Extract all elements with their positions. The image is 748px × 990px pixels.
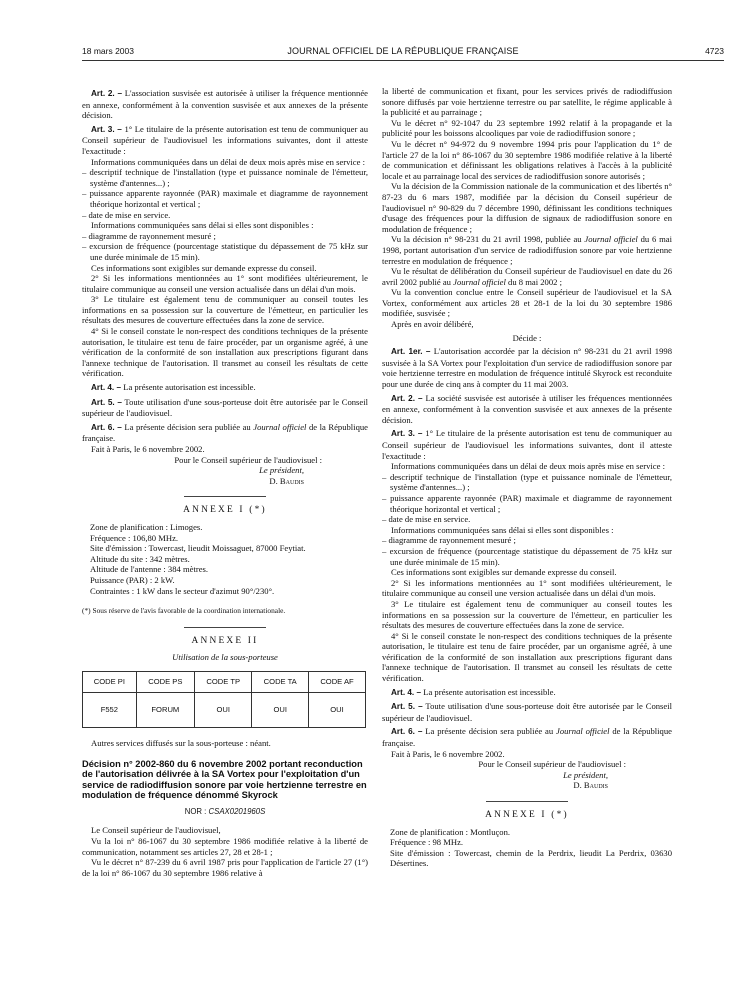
decision-title: Décision n° 2002-860 du 6 novembre 2002 portant reconduction de l'autorisation délivrée à la SA Vortex pour l'exploitation d'un service de radiodiffusion sonore par voie hertzienne terrestre en modulation de fréquence dénommé Skyrock — [82, 758, 367, 801]
visa-2-continued: la liberté de communication et fixant, pour les services privés de radiodiffusion sonore diffusés par voie hertzienne terrestre ou par satellite, le régime applicable à la publicité et au parrainage ; — [382, 86, 672, 118]
right-column — [382, 86, 672, 986]
annex-item: Altitude du site : 342 mètres. — [90, 553, 190, 564]
info-nodelay-item: – diagramme de rayonnement mesuré ; — [82, 230, 216, 241]
page-header — [82, 46, 724, 60]
annex-1-list — [82, 522, 368, 596]
paragraph-4: 4° Si le conseil constate le non-respect des conditions techniques de la présente autorisation, le titulaire est tenu de faire procéder, par un organisme agréé, à une vérification de la conformité de son installation aux prescriptions figurant dans l'annexe technique de l'autorisation. Il transmet au conseil les résultats de cette vérification. — [382, 630, 672, 684]
table-cell: FORUM — [136, 692, 194, 727]
nor-reference: NOR : CSAX0201960S — [184, 806, 266, 816]
article-4: Art. 4. – La présente autorisation est incessible. — [91, 382, 256, 393]
article-6: Art. 6. – La présente décision sera publiée au Journal officiel de la République française. — [82, 421, 368, 444]
visa-1: Vu la loi n° 86-1067 du 30 septembre 1986 modifiée relative à la liberté de communication, notamment ses articles 27, 28 et 28-1 ; — [82, 836, 368, 857]
fait-a-paris: Fait à Paris, le 6 novembre 2002. — [91, 444, 205, 454]
article-3: Art. 3. – 1° Le titulaire de la présente autorisation est tenu de communiquer au Conseil supérieur de l'audiovisuel les informations suivantes, dont il atteste l'exactitude : — [82, 123, 368, 156]
table-cell: OUI — [195, 692, 252, 727]
article-4: Art. 4. – La présente autorisation est incessible. — [391, 686, 556, 697]
table-header-cell: CODE AF — [308, 671, 365, 692]
annex-1-title: ANNEXE I (*) — [485, 810, 569, 820]
decide-heading: Décide : — [512, 332, 542, 343]
annex-item: Contraintes : 1 kW dans le secteur d'azimut 90°/230°. — [90, 585, 275, 596]
article-3: Art. 3. – 1° Le titulaire de la présente autorisation est tenu de communiquer au Conseil supérieur de l'audiovisuel les informations suivantes, dont il atteste l'exactitude : — [382, 428, 672, 461]
info-delay-item: – puissance apparente rayonnée (PAR) maximale et diagramme de rayonnement théorique horizontal et vertical ; — [382, 492, 672, 514]
header-date: 18 mars 2003 — [82, 46, 134, 56]
other-services: Autres services diffusés sur la sous-porteuse : néant. — [91, 737, 271, 748]
table-row — [83, 692, 366, 727]
article-5: Art. 5. – Toute utilisation d'une sous-porteuse doit être autorisée par le Conseil supérieur de l'audiovisuel. — [382, 701, 672, 723]
header-page-number: 4723 — [705, 46, 724, 56]
info-delay-item: – date de mise en service. — [382, 514, 471, 525]
info-delay-item: – descriptif technique de l'installation (type et puissance nominale de l'émetteur, système d'antennes...) ; — [82, 167, 368, 188]
paragraph-2: 2° Si les informations mentionnées au 1° sont modifiées ultérieurement, le titulaire communique au conseil une version actualisée dans un délai d'un mois. — [82, 273, 368, 294]
table-header-cell: CODE TA — [252, 671, 309, 692]
annex-item: Zone de planification : Montluçon. — [390, 826, 511, 837]
visa-5: Vu la décision de la Commission nationale de la communication et des libertés n° 87-23 du 6 mars 1987, modifiée par la décision du Conseil supérieur de l'audiovisuel n° 90-829 du 7 décembre 1990, définissant les conditions techniques d'usage des fréquences pour la diffusion de signaux de radiodiffusion sonore en modulation de fréquence ; — [382, 181, 672, 234]
annex-item: Site d'émission : Towercast, chemin de la Perdrix, lieudit La Perdrix, 03630 Désertines. — [390, 847, 672, 869]
annex-item: Site d'émission : Towercast, lieudit Moissaguet, 87000 Feytiat. — [90, 543, 306, 554]
paragraph-3: 3° Le titulaire est également tenu de communiquer au conseil toutes les informations en sa possession sur la couverture de l'émetteur, en particulier les résultats des mesures de couverture effectuées dans la zone de service. — [82, 294, 368, 326]
info-delay-heading: Informations communiquées dans un délai de deux mois après mise en service : — [91, 156, 365, 167]
annex-item: Fréquence : 98 MHz. — [390, 837, 464, 848]
section-divider — [486, 801, 568, 802]
annex-2-title: ANNEXE II — [191, 635, 259, 646]
table-cell: OUI — [252, 692, 309, 727]
table-cell: OUI — [308, 692, 365, 727]
article-2: Art. 2. – L'association susvisée est autorisée à utiliser la fréquence mentionnée en annexe, conformément à la convention susvisée et aux annexes de la présente décision. — [82, 88, 368, 121]
info-delay-heading: Informations communiquées dans un délai de deux mois après mise en service : — [391, 461, 665, 472]
conseil-intro: Le Conseil supérieur de l'audiovisuel, — [91, 825, 221, 836]
header-journal-title: JOURNAL OFFICIEL DE LA RÉPUBLIQUE FRANÇAISE — [287, 46, 519, 56]
signature-line: Pour le Conseil supérieur de l'audiovisuel : — [174, 454, 322, 465]
annex-item: Puissance (PAR) : 2 kW. — [90, 574, 175, 585]
visa-7: Vu le résultat de délibération du Conseil supérieur de l'audiovisuel en date du 26 avril 2002 publié au Journal officiel du 8 mai 2002 ; — [382, 266, 672, 287]
signature-role: Le président, — [259, 465, 304, 476]
info-exigible: Ces informations sont exigibles sur demande expresse du conseil. — [91, 262, 317, 273]
annex-1-list — [382, 827, 672, 869]
visa-4: Vu le décret n° 94-972 du 9 novembre 1994 pris pour l'application du 1° de l'article 27 de la loi n° 86-1067 du 30 septembre 1986 modifiée relative à la liberté de communication et définissant les obligations relatives à l'accès à la publicité locale et au parrainage local des services de radiodiffusion sonore autorisés ; — [382, 138, 672, 181]
visa-8: Vu la convention conclue entre le Conseil supérieur de l'audiovisuel et la SA Vortex, conformément aux articles 28 et 28-1 de la loi du 30 septembre 1986 modifiée, susvisée ; — [382, 287, 672, 319]
paragraph-2: 2° Si les informations mentionnées au 1° sont modifiées ultérieurement, le titulaire communique au conseil une version actualisée dans un délai d'un mois. — [382, 577, 672, 599]
visa-3: Vu le décret n° 92-1047 du 23 septembre 1992 relatif à la propagande et la publicité pour les boissons alcooliques par voie de radiodiffusion sonore ; — [382, 117, 672, 139]
subcarrier-table — [82, 671, 366, 728]
paragraph-4: 4° Si le conseil constate le non-respect des conditions techniques de la présente autorisation, le titulaire est tenu de faire procéder, par un organisme agréé, à une vérification de la conformité de son installation aux prescriptions figurant dans l'annexe technique de l'autorisation. Il transmet au conseil les résultats de cette vérification. — [82, 326, 368, 379]
article-2: Art. 2. – La société susvisée est autorisée à utiliser les fréquences mentionnées en annexe, conformément à la convention susvisée et aux annexes de la présente décision. — [382, 392, 672, 425]
article-1: Art. 1er. – L'autorisation accordée par la décision n° 98-231 du 21 avril 1998 susvisée à la SA Vortex pour l'exploitation d'un service de radiodiffusion sonore par voie hertzienne terrestre en modulation de fréquence intitulé Skyrock est reconduite pour une durée de cinq ans à compter du 11 mai 2003. — [382, 346, 672, 390]
section-divider — [184, 627, 266, 628]
signature-role: Le président, — [563, 769, 608, 780]
info-nodelay-heading: Informations communiquées sans délai si elles sont disponibles : — [91, 220, 314, 231]
annex-item: Zone de planification : Limoges. — [90, 521, 203, 532]
table-header-cell: CODE TP — [195, 671, 252, 692]
info-exigible: Ces informations sont exigibles sur demande expresse du conseil. — [391, 567, 617, 578]
info-delay-item: – puissance apparente rayonnée (PAR) maximale et diagramme de rayonnement théorique horizontal et vertical ; — [82, 188, 368, 209]
deliberation: Après en avoir délibéré, — [391, 319, 474, 330]
fait-a-paris: Fait à Paris, le 6 novembre 2002. — [391, 748, 505, 759]
article-6: Art. 6. – La présente décision sera publiée au Journal officiel de la République française. — [382, 726, 672, 749]
section-divider — [184, 496, 266, 497]
paragraph-3: 3° Le titulaire est également tenu de communiquer au conseil toutes les informations en sa possession sur la couverture de l'émetteur, en particulier les résultats des mesures de couverture effectuées dans la zone de service. — [382, 598, 672, 631]
left-column — [82, 88, 368, 988]
table-header-cell: CODE PS — [136, 671, 194, 692]
annex-item: Fréquence : 106,80 MHz. — [90, 532, 179, 543]
table-header-cell: CODE PI — [83, 671, 137, 692]
info-delay-item: – date de mise en service. — [82, 209, 171, 220]
annex-item: Altitude de l'antenne : 384 mètres. — [90, 564, 209, 575]
header-rule — [82, 60, 724, 61]
article-5: Art. 5. – Toute utilisation d'une sous-porteuse doit être autorisée par le Conseil supérieur de l'audiovisuel. — [82, 396, 368, 419]
table-header-row — [83, 671, 366, 692]
info-nodelay-heading: Informations communiquées sans délai si elles sont disponibles : — [391, 524, 614, 535]
visa-6: Vu la décision n° 98-231 du 21 avril 1998, publiée au Journal officiel du 6 mai 1998, portant autorisation d'un service de radiodiffusion sonore par voie hertzienne terrestre en modulation de fréquence ; — [382, 234, 672, 266]
annex-1-title: ANNEXE I (*) — [183, 505, 267, 516]
info-nodelay-item: – excursion de fréquence (pourcentage statistique du dépassement de 75 kHz sur une durée minimale de 15 min). — [382, 545, 672, 567]
signature-name: D. Baudis — [269, 475, 304, 486]
signature-name: D. Baudis — [573, 780, 608, 791]
info-nodelay-item: – excursion de fréquence (pourcentage statistique du dépassement de 75 kHz sur une durée minimale de 15 min). — [82, 241, 368, 262]
annex-2-subtitle: Utilisation de la sous-porteuse — [172, 652, 278, 663]
signature-line: Pour le Conseil supérieur de l'audiovisuel : — [478, 759, 626, 770]
annex-1-footnote: (*) Sous réserve de l'avis favorable de la coordination internationale. — [82, 606, 286, 616]
info-nodelay-item: – diagramme de rayonnement mesuré ; — [382, 535, 516, 546]
table-cell: F552 — [83, 692, 137, 727]
visa-2: Vu le décret n° 87-239 du 6 avril 1987 pris pour l'application de l'article 27 (1°) de la loi n° 86-1067 du 30 septembre 1986 relative à — [82, 857, 368, 878]
info-delay-item: – descriptif technique de l'installation (type et puissance nominale de l'émetteur, système d'antennes...) ; — [382, 471, 672, 493]
